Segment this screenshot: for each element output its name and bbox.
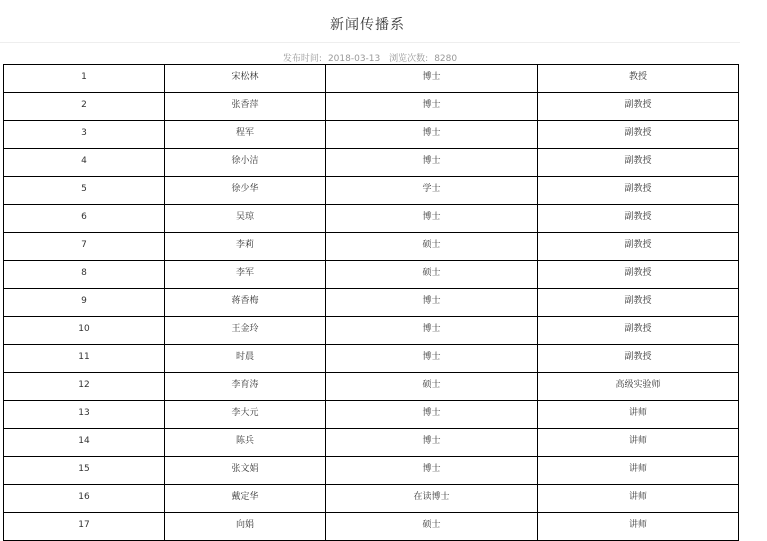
title-rank-cell: 副教授 [538,345,739,373]
teacher-name-cell: 李莉 [165,233,326,261]
table-row [4,205,739,233]
title-rank-cell: 讲师 [538,429,739,457]
teacher-name-cell: 陈兵 [165,429,326,457]
title-rank-cell: 副教授 [538,177,739,205]
row-number-cell: 6 [4,205,165,233]
degree-cell: 博士 [326,457,538,485]
title-rank-cell: 副教授 [538,149,739,177]
teacher-name-cell: 吴琼 [165,205,326,233]
table-row [4,233,739,261]
publish-date: 2018-03-13 [327,54,381,64]
row-number-cell: 11 [4,345,165,373]
degree-cell: 学士 [326,177,538,205]
degree-cell: 博士 [326,289,538,317]
table-row [4,149,739,177]
title-rank-cell: 讲师 [538,485,739,513]
page-title: 新闻传播系 [330,17,405,33]
degree-cell: 博士 [326,429,538,457]
degree-cell: 博士 [326,93,538,121]
table-row [4,485,739,513]
table-row [4,93,739,121]
teacher-name-cell: 王金玲 [165,317,326,345]
publish-time-label: 发布时间: [282,54,322,64]
degree-cell: 博士 [326,205,538,233]
table-row [4,317,739,345]
degree-cell: 博士 [326,121,538,149]
title-divider [0,42,740,43]
teacher-name-cell: 徐小洁 [165,149,326,177]
title-rank-cell: 副教授 [538,93,739,121]
table-row [4,429,739,457]
row-number-cell: 4 [4,149,165,177]
title-rank-cell: 讲师 [538,513,739,541]
degree-cell: 硕士 [326,233,538,261]
degree-cell: 硕士 [326,513,538,541]
degree-cell: 硕士 [326,373,538,401]
title-rank-cell: 讲师 [538,401,739,429]
teacher-name-cell: 程军 [165,121,326,149]
degree-cell: 博士 [326,317,538,345]
teacher-name-cell: 蒋香梅 [165,289,326,317]
title-rank-cell: 教授 [538,65,739,93]
table-row [4,373,739,401]
teacher-name-cell: 宋松林 [165,65,326,93]
row-number-cell: 3 [4,121,165,149]
row-number-cell: 7 [4,233,165,261]
row-number-cell: 1 [4,65,165,93]
title-rank-cell: 副教授 [538,289,739,317]
title-rank-cell: 副教授 [538,317,739,345]
teacher-name-cell: 李育涛 [165,373,326,401]
teacher-name-cell: 戴定华 [165,485,326,513]
degree-cell: 博士 [326,401,538,429]
table-row [4,65,739,93]
row-number-cell: 2 [4,93,165,121]
row-number-cell: 8 [4,261,165,289]
teacher-name-cell: 徐少华 [165,177,326,205]
row-number-cell: 13 [4,401,165,429]
degree-cell: 博士 [326,345,538,373]
table-row [4,177,739,205]
faculty-table-body [4,65,739,541]
views-label: 浏览次数: [389,54,429,64]
degree-cell: 博士 [326,65,538,93]
teacher-name-cell: 李大元 [165,401,326,429]
row-number-cell: 5 [4,177,165,205]
degree-cell: 在读博士 [326,485,538,513]
faculty-table [3,64,739,541]
table-row [4,345,739,373]
teacher-name-cell: 张香萍 [165,93,326,121]
degree-cell: 硕士 [326,261,538,289]
row-number-cell: 12 [4,373,165,401]
teacher-name-cell: 向娟 [165,513,326,541]
table-row [4,513,739,541]
title-rank-cell: 高级实验师 [538,373,739,401]
teacher-name-cell: 时晨 [165,345,326,373]
view-count: 8280 [434,54,458,64]
title-rank-cell: 副教授 [538,233,739,261]
row-number-cell: 15 [4,457,165,485]
title-rank-cell: 副教授 [538,261,739,289]
teacher-name-cell: 张文娟 [165,457,326,485]
row-number-cell: 16 [4,485,165,513]
row-number-cell: 17 [4,513,165,541]
title-rank-cell: 讲师 [538,457,739,485]
table-row [4,121,739,149]
title-rank-cell: 副教授 [538,121,739,149]
table-row [4,289,739,317]
teacher-name-cell: 李军 [165,261,326,289]
table-row [4,261,739,289]
row-number-cell: 10 [4,317,165,345]
row-number-cell: 14 [4,429,165,457]
row-number-cell: 9 [4,289,165,317]
title-rank-cell: 副教授 [538,205,739,233]
table-row [4,401,739,429]
article-meta [0,51,740,64]
degree-cell: 博士 [326,149,538,177]
table-row [4,457,739,485]
